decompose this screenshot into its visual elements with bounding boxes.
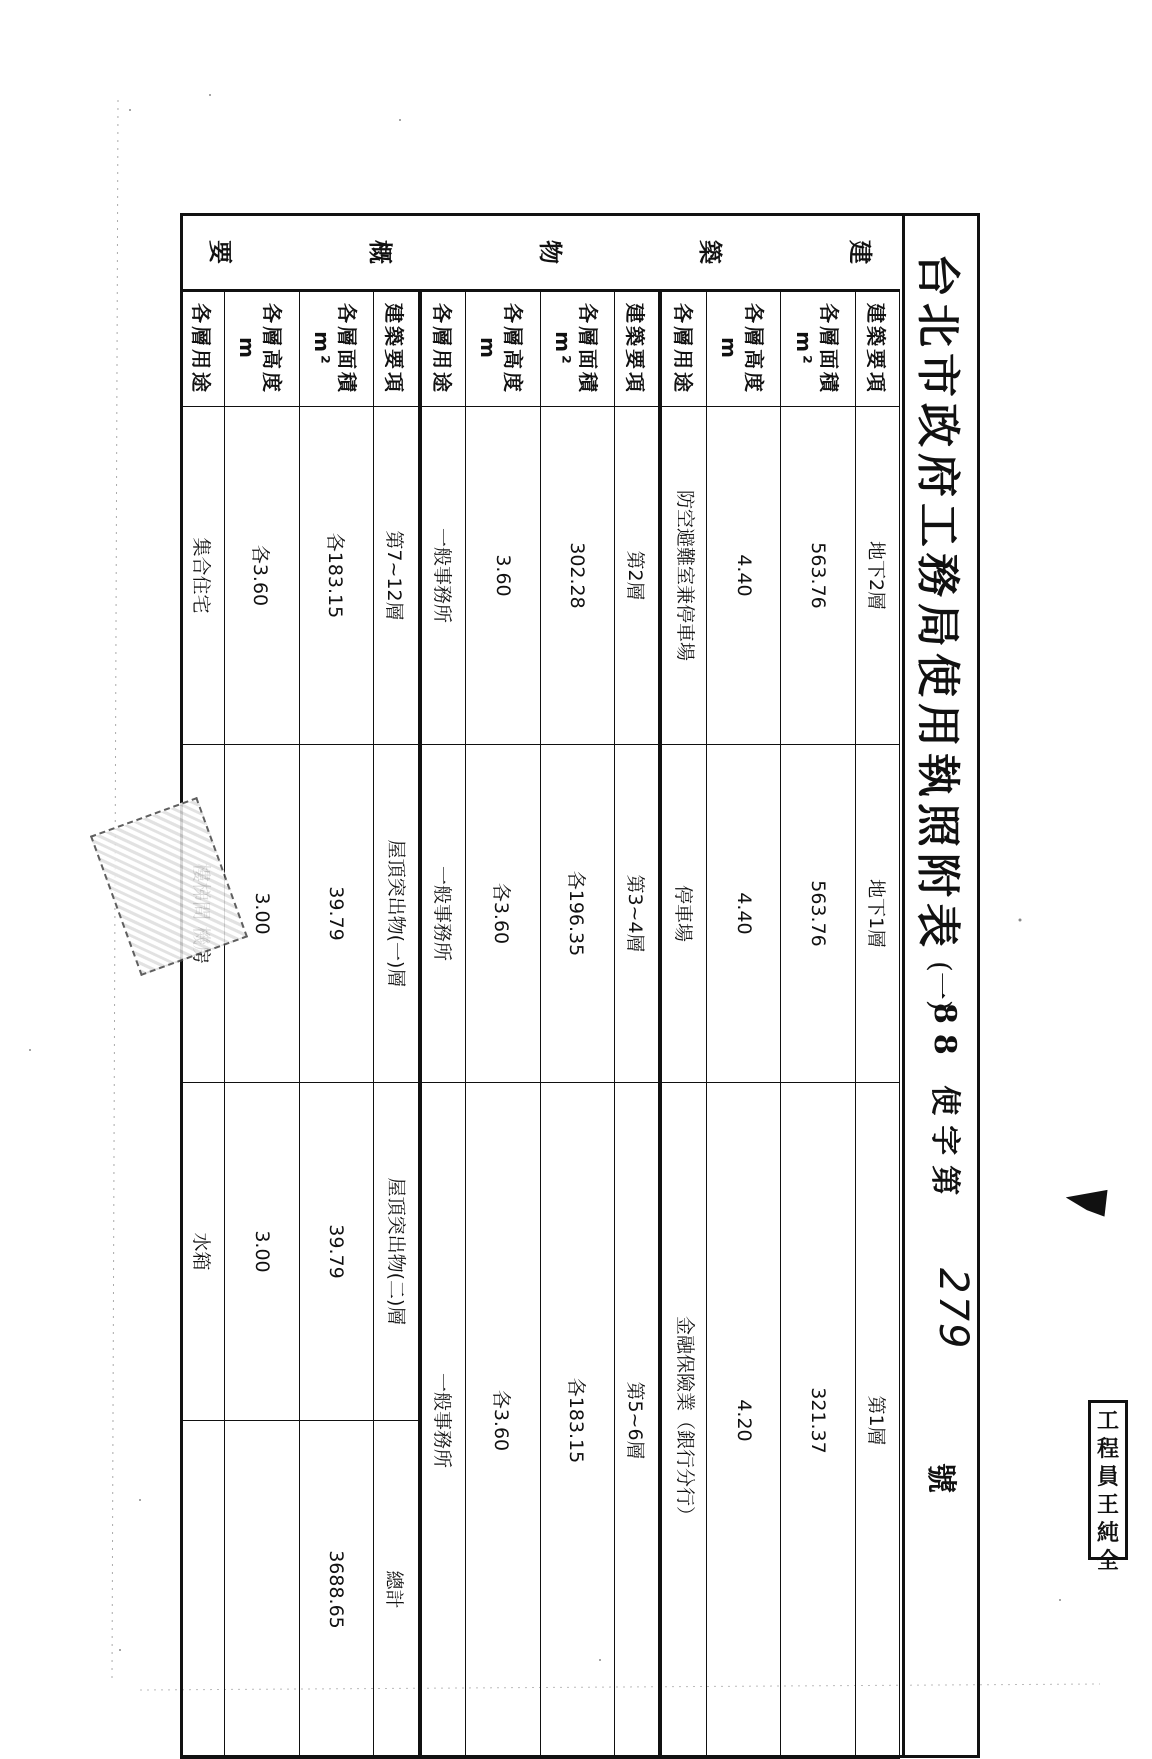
cell-floor: 地下2層	[856, 407, 900, 745]
cell-height: 各3.60	[465, 1083, 540, 1759]
cell-height: 3.00	[224, 1083, 299, 1421]
cell-area: 39.79	[299, 745, 374, 1083]
cell-area: 302.28	[540, 407, 615, 745]
side-label-char: 建	[846, 240, 875, 264]
label-item: 建築要項	[856, 292, 900, 407]
table-row	[615, 292, 661, 1759]
building-overview-table	[180, 291, 900, 1759]
side-label-char: 要	[206, 240, 235, 264]
cell-floor: 總計	[374, 1421, 420, 1759]
cell-floor: 第7~12層	[374, 407, 420, 745]
cell-area: 3688.65	[299, 1421, 374, 1759]
cell-floor: 屋頂突出物(二)層	[374, 1083, 420, 1421]
label-height: 各層高度m	[224, 292, 299, 407]
inspector-name-stamp: 工程員王純全	[1088, 1400, 1128, 1560]
table-row	[374, 292, 420, 1759]
side-label-char: 築	[696, 240, 725, 264]
cell-height: 3.00	[224, 745, 299, 1083]
cell-floor: 第3~4層	[615, 745, 661, 1083]
table-row	[465, 292, 540, 1759]
table-row	[661, 292, 707, 1759]
side-label-char: 物	[536, 240, 565, 264]
cell-height: 4.20	[706, 1083, 781, 1759]
label-use: 各層用途	[420, 292, 466, 407]
label-use: 各層用途	[661, 292, 707, 407]
table-row	[224, 292, 299, 1759]
cell-height: 3.60	[465, 407, 540, 745]
cell-area: 各183.15	[299, 407, 374, 745]
cell-use: 集合住宅	[181, 407, 225, 745]
cell-height: 各3.60	[465, 745, 540, 1083]
permit-suffix: 號	[923, 1463, 958, 1493]
cell-height: 4.40	[706, 407, 781, 745]
cell-use: 防空避難室兼停車場	[661, 407, 707, 745]
ink-mark	[1066, 1177, 1119, 1228]
side-label	[180, 213, 900, 291]
cell-area: 321.37	[781, 1083, 856, 1759]
table-row	[540, 292, 615, 1759]
cell-height: 4.40	[706, 745, 781, 1083]
table-row	[420, 292, 466, 1759]
permit-prefix	[926, 1003, 970, 1205]
permit-number: 279	[930, 1268, 976, 1351]
cell-use: 水箱	[181, 1083, 225, 1421]
cell-use	[181, 1421, 225, 1759]
cell-area: 各196.35	[540, 745, 615, 1083]
document-title: 台北市政府工務局使用執照附表	[912, 253, 964, 953]
cell-area: 563.76	[781, 407, 856, 745]
cell-floor: 第5~6層	[615, 1083, 661, 1759]
label-area: 各層面積m²	[299, 292, 374, 407]
cell-use: 停車場	[661, 745, 707, 1083]
label-area: 各層面積m²	[781, 292, 856, 407]
cell-height: 各3.60	[224, 407, 299, 745]
cell-use: 一般事務所	[420, 745, 466, 1083]
cell-area: 各183.15	[540, 1083, 615, 1759]
label-use: 各層用途	[181, 292, 225, 407]
table-row	[781, 292, 856, 1759]
side-label-char: 概	[366, 240, 395, 264]
cell-floor: 第1層	[856, 1083, 900, 1759]
label-item: 建築要項	[374, 292, 420, 407]
permit-year: 88	[927, 1003, 962, 1065]
cell-floor: 地下1層	[856, 745, 900, 1083]
cell-height	[224, 1421, 299, 1759]
table-row	[706, 292, 781, 1759]
title-band	[902, 213, 980, 1758]
title-suffix: (一)	[924, 961, 958, 1011]
cell-use: 一般事務所	[420, 407, 466, 745]
permit-mid: 使字第	[927, 1085, 962, 1206]
table-row	[181, 292, 225, 1759]
cell-use: 一般事務所	[420, 1083, 466, 1759]
label-area: 各層面積m²	[540, 292, 615, 407]
table-area	[180, 213, 900, 1758]
cell-area: 39.79	[299, 1083, 374, 1421]
table-row	[856, 292, 900, 1759]
permit-attachment-sheet	[180, 213, 980, 1758]
cell-use: 金融保險業（銀行分行）	[661, 1083, 707, 1759]
cell-area: 563.76	[781, 745, 856, 1083]
label-item: 建築要項	[615, 292, 661, 407]
table-row	[299, 292, 374, 1759]
label-height: 各層高度m	[465, 292, 540, 407]
cell-floor: 第2層	[615, 407, 661, 745]
label-height: 各層高度m	[706, 292, 781, 407]
cell-floor: 屋頂突出物(一)層	[374, 745, 420, 1083]
